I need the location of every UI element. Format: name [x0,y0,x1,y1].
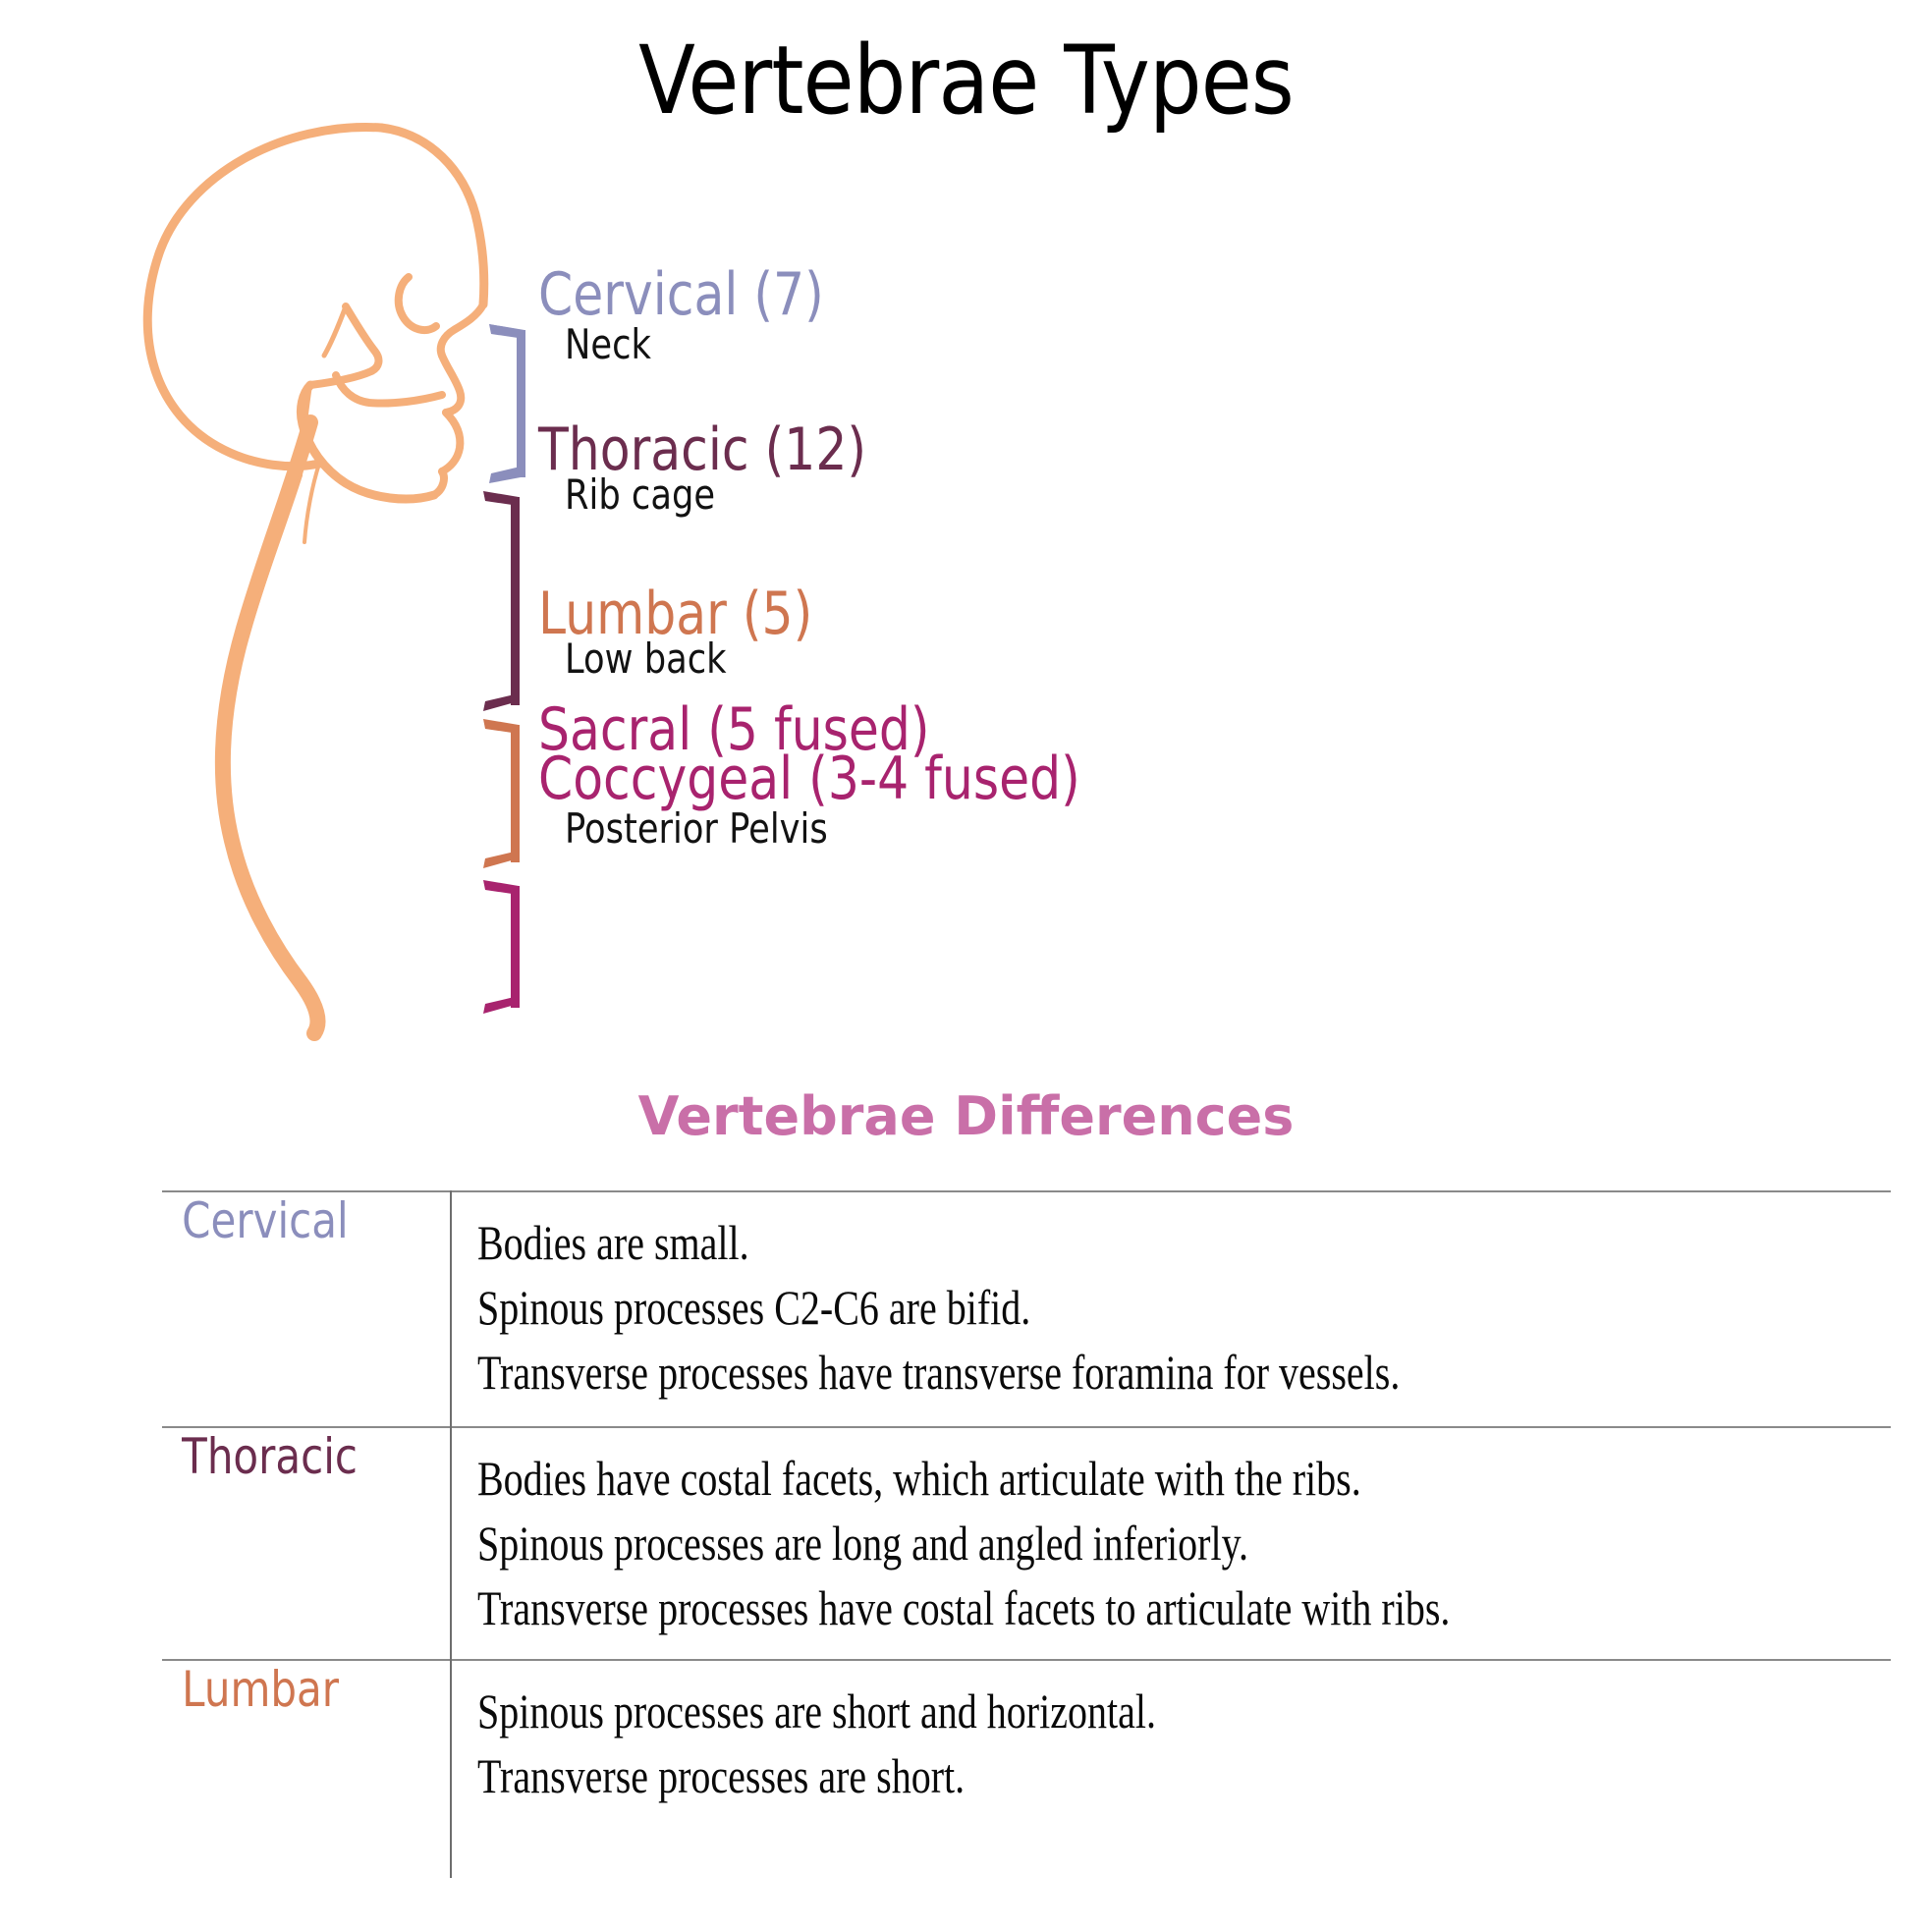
description-line: Transverse processes have transverse foramina for vessels. [477,1345,1401,1400]
description-line: Bodies are small. [477,1215,749,1270]
table-row [162,1426,1891,1659]
region-sublabel-thoracic: Rib cage [565,470,716,519]
table-cell-description [450,1661,1891,1826]
region-sublabel-cervical: Neck [565,320,651,368]
skull-spine-illustration [118,98,550,1041]
category-label-cervical: Cervical [182,1192,349,1249]
region-sublabel-posterior-pelvis: Posterior Pelvis [565,804,828,853]
table-row [162,1190,1891,1426]
table-cell-description [450,1192,1891,1422]
region-label-cervical: Cervical (7) [538,260,824,329]
region-label-coccygeal: Coccygeal (3-4 fused) [538,745,1080,813]
description-line: Spinous processes are short and horizontal. [477,1684,1156,1739]
table-cell-description [450,1428,1891,1658]
table-column-divider [450,1190,452,1878]
description-line: Transverse processes have costal facets to articulate with ribs. [477,1580,1451,1635]
description-line: Spinous processes C2-C6 are bifid. [477,1280,1031,1335]
differences-table [162,1190,1891,1857]
differences-heading: Vertebrae Differences [637,1085,1295,1147]
table-cell-category [162,1192,450,1249]
description-line: Bodies have costal facets, which articulate with the ribs. [477,1451,1361,1506]
region-sublabel-lumbar: Low back [565,635,727,683]
table-cell-category [162,1661,450,1718]
category-label-lumbar: Lumbar [182,1661,340,1718]
region-label-lumbar: Lumbar (5) [538,580,813,648]
description-line: Spinous processes are long and angled inferiorly. [477,1516,1248,1571]
region-label-sacral: Sacral (5 fused) [538,695,930,764]
table-cell-category [162,1428,450,1485]
page-title: Vertebrae Types [638,26,1294,136]
table-row [162,1659,1891,1857]
category-label-thoracic: Thoracic [182,1428,358,1485]
description-line: Transverse processes are short. [477,1748,966,1803]
region-label-thoracic: Thoracic (12) [538,415,867,484]
